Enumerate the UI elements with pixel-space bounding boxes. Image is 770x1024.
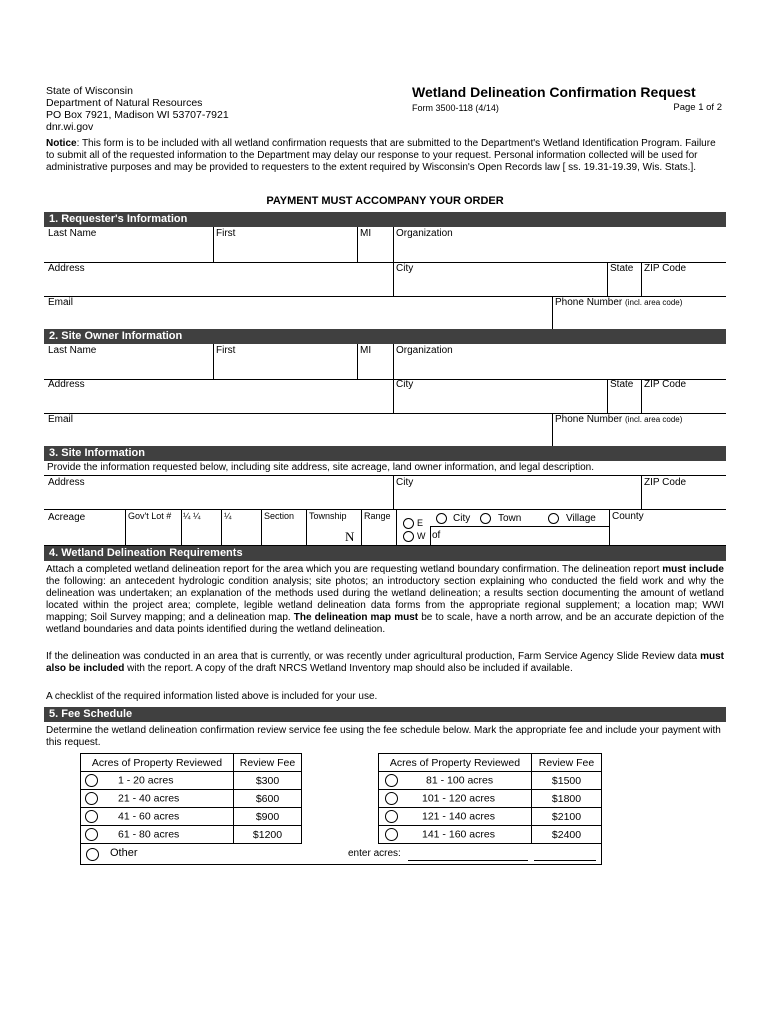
village-radio[interactable] <box>548 513 559 524</box>
requester-address-field[interactable]: Address <box>48 263 85 274</box>
fee-radio[interactable] <box>85 828 98 841</box>
agency-line: Department of Natural Resources <box>46 97 203 109</box>
other-radio[interactable] <box>86 848 99 861</box>
owner-phone-field[interactable] <box>555 414 682 425</box>
fee-value: $600 <box>234 790 302 808</box>
requester-phone-field[interactable] <box>555 297 682 308</box>
requester-last-name-field[interactable]: Last Name <box>48 228 97 239</box>
acres-label: 41 - 60 acres <box>118 810 180 823</box>
requester-email-field[interactable]: Email <box>48 297 74 308</box>
notice-body: : This form is to be included with all wetland confirmation requests that are submitted to the Department's Wetland Identification Program. Failure to submit all of the requested information to the Department may delay our response to your request. Personal information collected will be used for administrative purposes and may be provided to requesters to the extent required by Wisconsin's Open Records law [ ss. 19.31-19.39, Wis. Stats.]. <box>46 138 716 173</box>
agency-line: dnr.wi.gov <box>46 121 94 133</box>
township-field[interactable]: Township <box>309 511 347 521</box>
owner-mi-field[interactable]: MI <box>360 345 372 356</box>
fee-option-1-20[interactable] <box>81 772 234 790</box>
owner-address-field[interactable]: Address <box>48 379 85 390</box>
fee-value: $900 <box>234 808 302 826</box>
acres-label: 81 - 100 acres <box>426 774 494 787</box>
acres-label: 101 - 120 acres <box>422 792 495 805</box>
fee-value: $2400 <box>532 826 602 844</box>
acres-label: 61 - 80 acres <box>118 828 180 841</box>
city-radio[interactable] <box>436 513 447 524</box>
township-north-label: N <box>345 529 355 544</box>
requester-state-field[interactable]: State <box>610 263 634 274</box>
page-number: Page 1 of 2 <box>673 102 722 113</box>
column-header: Acres of Property Reviewed <box>81 754 234 772</box>
owner-zip-field[interactable]: ZIP Code <box>644 379 687 390</box>
fee-value: $1800 <box>532 790 602 808</box>
owner-first-name-field[interactable]: First <box>216 345 236 356</box>
phone-note: (incl. area code) <box>625 415 683 424</box>
fee-radio[interactable] <box>85 810 98 823</box>
req-text: Attach a completed wetland delineation report for the area which you are requesting wetland boundary confirmation. The delineation report <box>46 564 663 575</box>
table-row <box>81 808 302 826</box>
quarter-field[interactable]: ¼ <box>224 511 232 521</box>
fee-option-141-160[interactable] <box>379 826 532 844</box>
owner-city-field[interactable]: City <box>396 379 414 390</box>
owner-last-name-field[interactable]: Last Name <box>48 345 97 356</box>
fee-radio[interactable] <box>385 792 398 805</box>
of-label: of <box>432 530 441 541</box>
notice-text <box>46 138 722 174</box>
column-header: Acres of Property Reviewed <box>379 754 532 772</box>
town-option-label: Town <box>498 513 522 524</box>
fee-option-81-100[interactable] <box>379 772 532 790</box>
agency-line: PO Box 7921, Madison WI 53707-7921 <box>46 109 229 121</box>
req-text: be to scale, have a north arrow, and be an accurate depiction of the wetland boundaries and data points identified during the wetland delineation. <box>46 612 725 635</box>
requester-first-name-field[interactable]: First <box>216 228 236 239</box>
site-city-field[interactable]: City <box>396 477 414 488</box>
fee-radio[interactable] <box>85 774 98 787</box>
town-radio[interactable] <box>480 513 491 524</box>
agricultural-text <box>46 651 724 675</box>
notice-label: Notice <box>46 138 77 149</box>
fee-option-41-60[interactable] <box>81 808 234 826</box>
fee-radio[interactable] <box>85 792 98 805</box>
owner-state-field[interactable]: State <box>610 379 634 390</box>
ag-bold: must also be included <box>46 651 724 674</box>
site-zip-field[interactable]: ZIP Code <box>644 477 687 488</box>
site-acreage-field[interactable]: Acreage <box>48 512 86 523</box>
fee-value: $2100 <box>532 808 602 826</box>
delineation-requirements-text <box>46 564 724 636</box>
other-fee-input[interactable] <box>534 860 596 861</box>
checklist-note: A checklist of the required information listed above is included for your use. <box>46 691 378 702</box>
fee-radio[interactable] <box>385 810 398 823</box>
govt-lot-field[interactable]: Gov't Lot # <box>128 511 172 521</box>
county-field[interactable]: County <box>612 511 644 522</box>
table-row <box>379 826 602 844</box>
fee-option-121-140[interactable] <box>379 808 532 826</box>
agency-address <box>46 85 229 133</box>
req-text: the following: an antecedent hydrologic condition analysis; site photos; an introductory section explaining who conducted the field work and why the delineation was undertaken; an explanation of the methods used during the wetland delineation; a results section documenting the amount of wetland located within the project area; complete, legible wetland delineation data forms from the appropriate regional supplement; a location map; WWI mapping; Soil Survey mapping; and a delineation map. <box>46 576 724 623</box>
owner-organization-field[interactable]: Organization <box>396 345 453 356</box>
ag-text: If the delineation was conducted in an area that is currently, or was recently under agricultural production, Farm Service Agency Slide Review data <box>46 651 701 662</box>
req-bold: The delineation map must <box>293 612 419 623</box>
site-info-instructions: Provide the information requested below, including site address, site acreage, land owner information, and legal description. <box>47 462 594 473</box>
phone-label: Phone Number <box>555 297 623 308</box>
section-field[interactable]: Section <box>264 511 295 521</box>
acres-label: 141 - 160 acres <box>422 828 495 841</box>
ag-text: with the report. A copy of the draft NRCS Wetland Inventory map should also be included if available. <box>124 663 573 674</box>
range-west-label: W <box>417 531 426 541</box>
form-title: Wetland Delineation Confirmation Request <box>412 84 696 100</box>
enter-acres-label: enter acres: <box>348 848 401 859</box>
fee-value: $1500 <box>532 772 602 790</box>
section-5-header: 5. Fee Schedule <box>44 707 726 722</box>
fee-option-101-120[interactable] <box>379 790 532 808</box>
section-3-header: 3. Site Information <box>44 446 726 461</box>
requester-city-field[interactable]: City <box>396 263 414 274</box>
other-label: Other <box>110 847 138 859</box>
agency-line: State of Wisconsin <box>46 85 133 97</box>
village-option-label: Village <box>566 513 596 524</box>
fee-value: $1200 <box>234 826 302 844</box>
acres-label: 121 - 140 acres <box>422 810 495 823</box>
fee-radio[interactable] <box>385 774 398 787</box>
section-4-header: 4. Wetland Delineation Requirements <box>44 546 726 561</box>
section-2-header: 2. Site Owner Information <box>44 329 726 344</box>
range-west-radio[interactable] <box>403 531 414 542</box>
table-row <box>379 772 602 790</box>
fee-table-right <box>378 753 602 844</box>
table-row <box>81 826 302 844</box>
acres-label: 1 - 20 acres <box>118 774 174 787</box>
fee-instructions: Determine the wetland delineation confirmation review service fee using the fee schedule below. Mark the appropriate fee and include your payment with this request. <box>46 725 721 748</box>
req-bold: must include <box>662 564 724 575</box>
fee-option-61-80[interactable] <box>81 826 234 844</box>
site-address-field[interactable]: Address <box>48 477 85 488</box>
table-row <box>379 790 602 808</box>
range-east-radio[interactable] <box>403 518 414 529</box>
phone-label: Phone Number <box>555 414 623 425</box>
owner-email-field[interactable]: Email <box>48 414 74 425</box>
table-row <box>81 790 302 808</box>
phone-note: (incl. area code) <box>625 298 683 307</box>
form-number: Form 3500-118 (4/14) <box>412 103 499 113</box>
payment-notice: PAYMENT MUST ACCOMPANY YOUR ORDER <box>266 195 504 207</box>
quarter-quarter-field[interactable]: ¼ ¼ <box>183 511 201 521</box>
column-header: Review Fee <box>532 754 602 772</box>
city-option-label: City <box>453 513 471 524</box>
range-field[interactable]: Range <box>364 511 391 521</box>
fee-value: $300 <box>234 772 302 790</box>
acres-label: 21 - 40 acres <box>118 792 180 805</box>
range-east-label: E <box>417 518 424 528</box>
enter-acres-input[interactable] <box>408 860 528 861</box>
requester-zip-field[interactable]: ZIP Code <box>644 263 687 274</box>
column-header: Review Fee <box>234 754 302 772</box>
table-row <box>379 808 602 826</box>
requester-mi-field[interactable]: MI <box>360 228 372 239</box>
fee-radio[interactable] <box>385 828 398 841</box>
requester-organization-field[interactable]: Organization <box>396 228 453 239</box>
section-1-header: 1. Requester's Information <box>44 212 726 227</box>
table-row <box>81 772 302 790</box>
fee-option-21-40[interactable] <box>81 790 234 808</box>
fee-table-left <box>80 753 302 844</box>
